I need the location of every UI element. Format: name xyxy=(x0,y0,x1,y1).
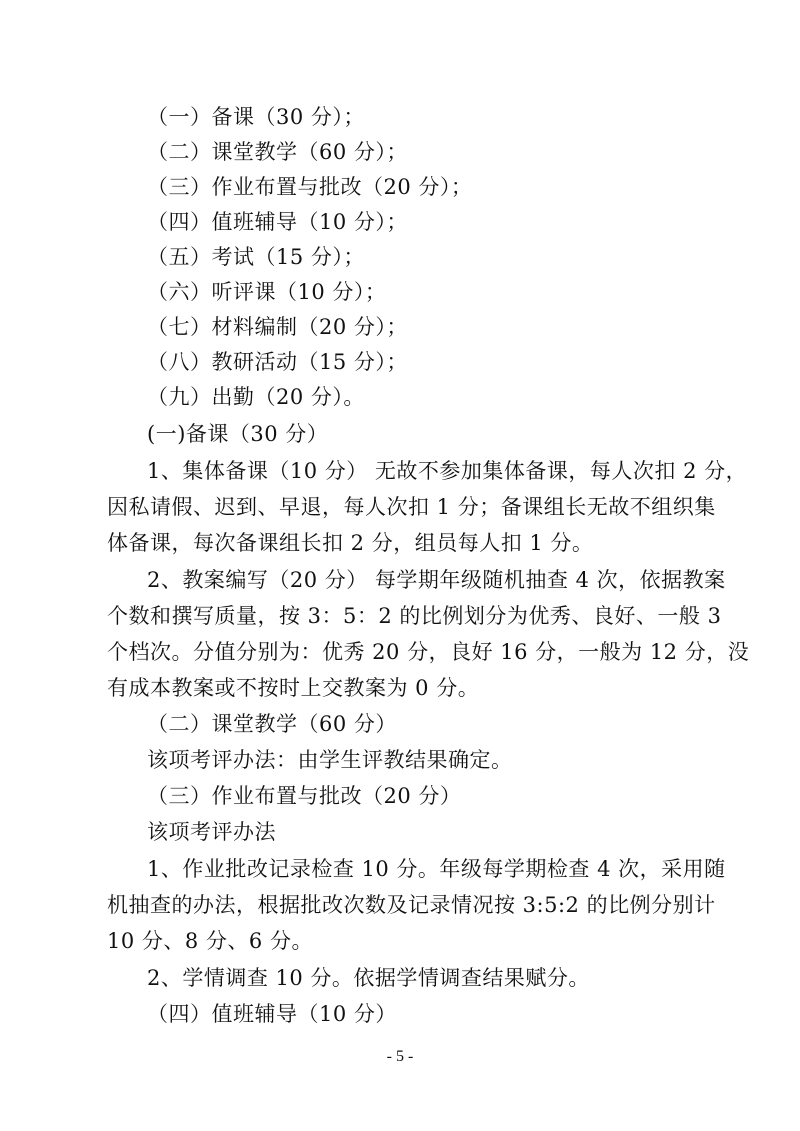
paragraph-line: 个档次。分值分别为：优秀 20 分，良好 16 分，一般为 12 分，没 xyxy=(107,640,750,664)
section-heading: (一)备课（30 分） xyxy=(147,422,329,446)
summary-item: （三）作业布置与批改（20 分）； xyxy=(147,175,473,199)
paragraph-line: 2、学情调查 10 分。依据学情调查结果赋分。 xyxy=(147,966,590,990)
summary-item: （四）值班辅导（10 分）； xyxy=(147,210,408,234)
summary-item: （六）听评课（10 分）； xyxy=(147,280,387,304)
summary-item: （七）材料编制（20 分）； xyxy=(147,315,408,339)
paragraph-line: 有成本教案或不按时上交教案为 0 分。 xyxy=(107,676,480,700)
summary-item: （八）教研活动（15 分）； xyxy=(147,350,408,374)
section-heading: （四）值班辅导（10 分） xyxy=(147,1002,397,1026)
paragraph-line: 2、教案编写（20 分） 每学期年级随机抽查 4 次，依据教案 xyxy=(147,568,726,592)
summary-item: （二）课堂教学（60 分）； xyxy=(147,140,408,164)
paragraph-line: 该项考评办法 xyxy=(147,820,276,844)
summary-item: （一）备课（30 分）； xyxy=(147,105,365,129)
section-heading: （三）作业布置与批改（20 分） xyxy=(147,784,462,808)
section-heading: （二）课堂教学（60 分） xyxy=(147,712,397,736)
paragraph-line: 个数和撰写质量，按 3：5：2 的比例划分为优秀、良好、一般 3 xyxy=(107,604,722,628)
page-number: - 5 - xyxy=(386,1048,414,1065)
paragraph-line: 体备课，每次备课组长扣 2 分，组员每人扣 1 分。 xyxy=(107,531,594,555)
paragraph-line: 该项考评办法：由学生评教结果确定。 xyxy=(147,748,513,772)
paragraph-line: 1、集体备课（10 分） 无故不参加集体备课，每人次扣 2 分， xyxy=(147,459,748,483)
paragraph-line: 因私请假、迟到、早退，每人次扣 1 分；备课组长无故不组织集 xyxy=(107,495,716,519)
paragraph-line: 机抽查的办法，根据批改次数及记录情况按 3:5:2 的比例分别计 xyxy=(107,893,716,917)
paragraph-line: 10 分、8 分、6 分。 xyxy=(107,929,313,953)
paragraph-line: 1、作业批改记录检查 10 分。年级每学期检查 4 次，采用随 xyxy=(147,857,726,881)
summary-item: （九）出勤（20 分）。 xyxy=(147,385,365,409)
summary-item: （五）考试（15 分）； xyxy=(147,245,365,269)
